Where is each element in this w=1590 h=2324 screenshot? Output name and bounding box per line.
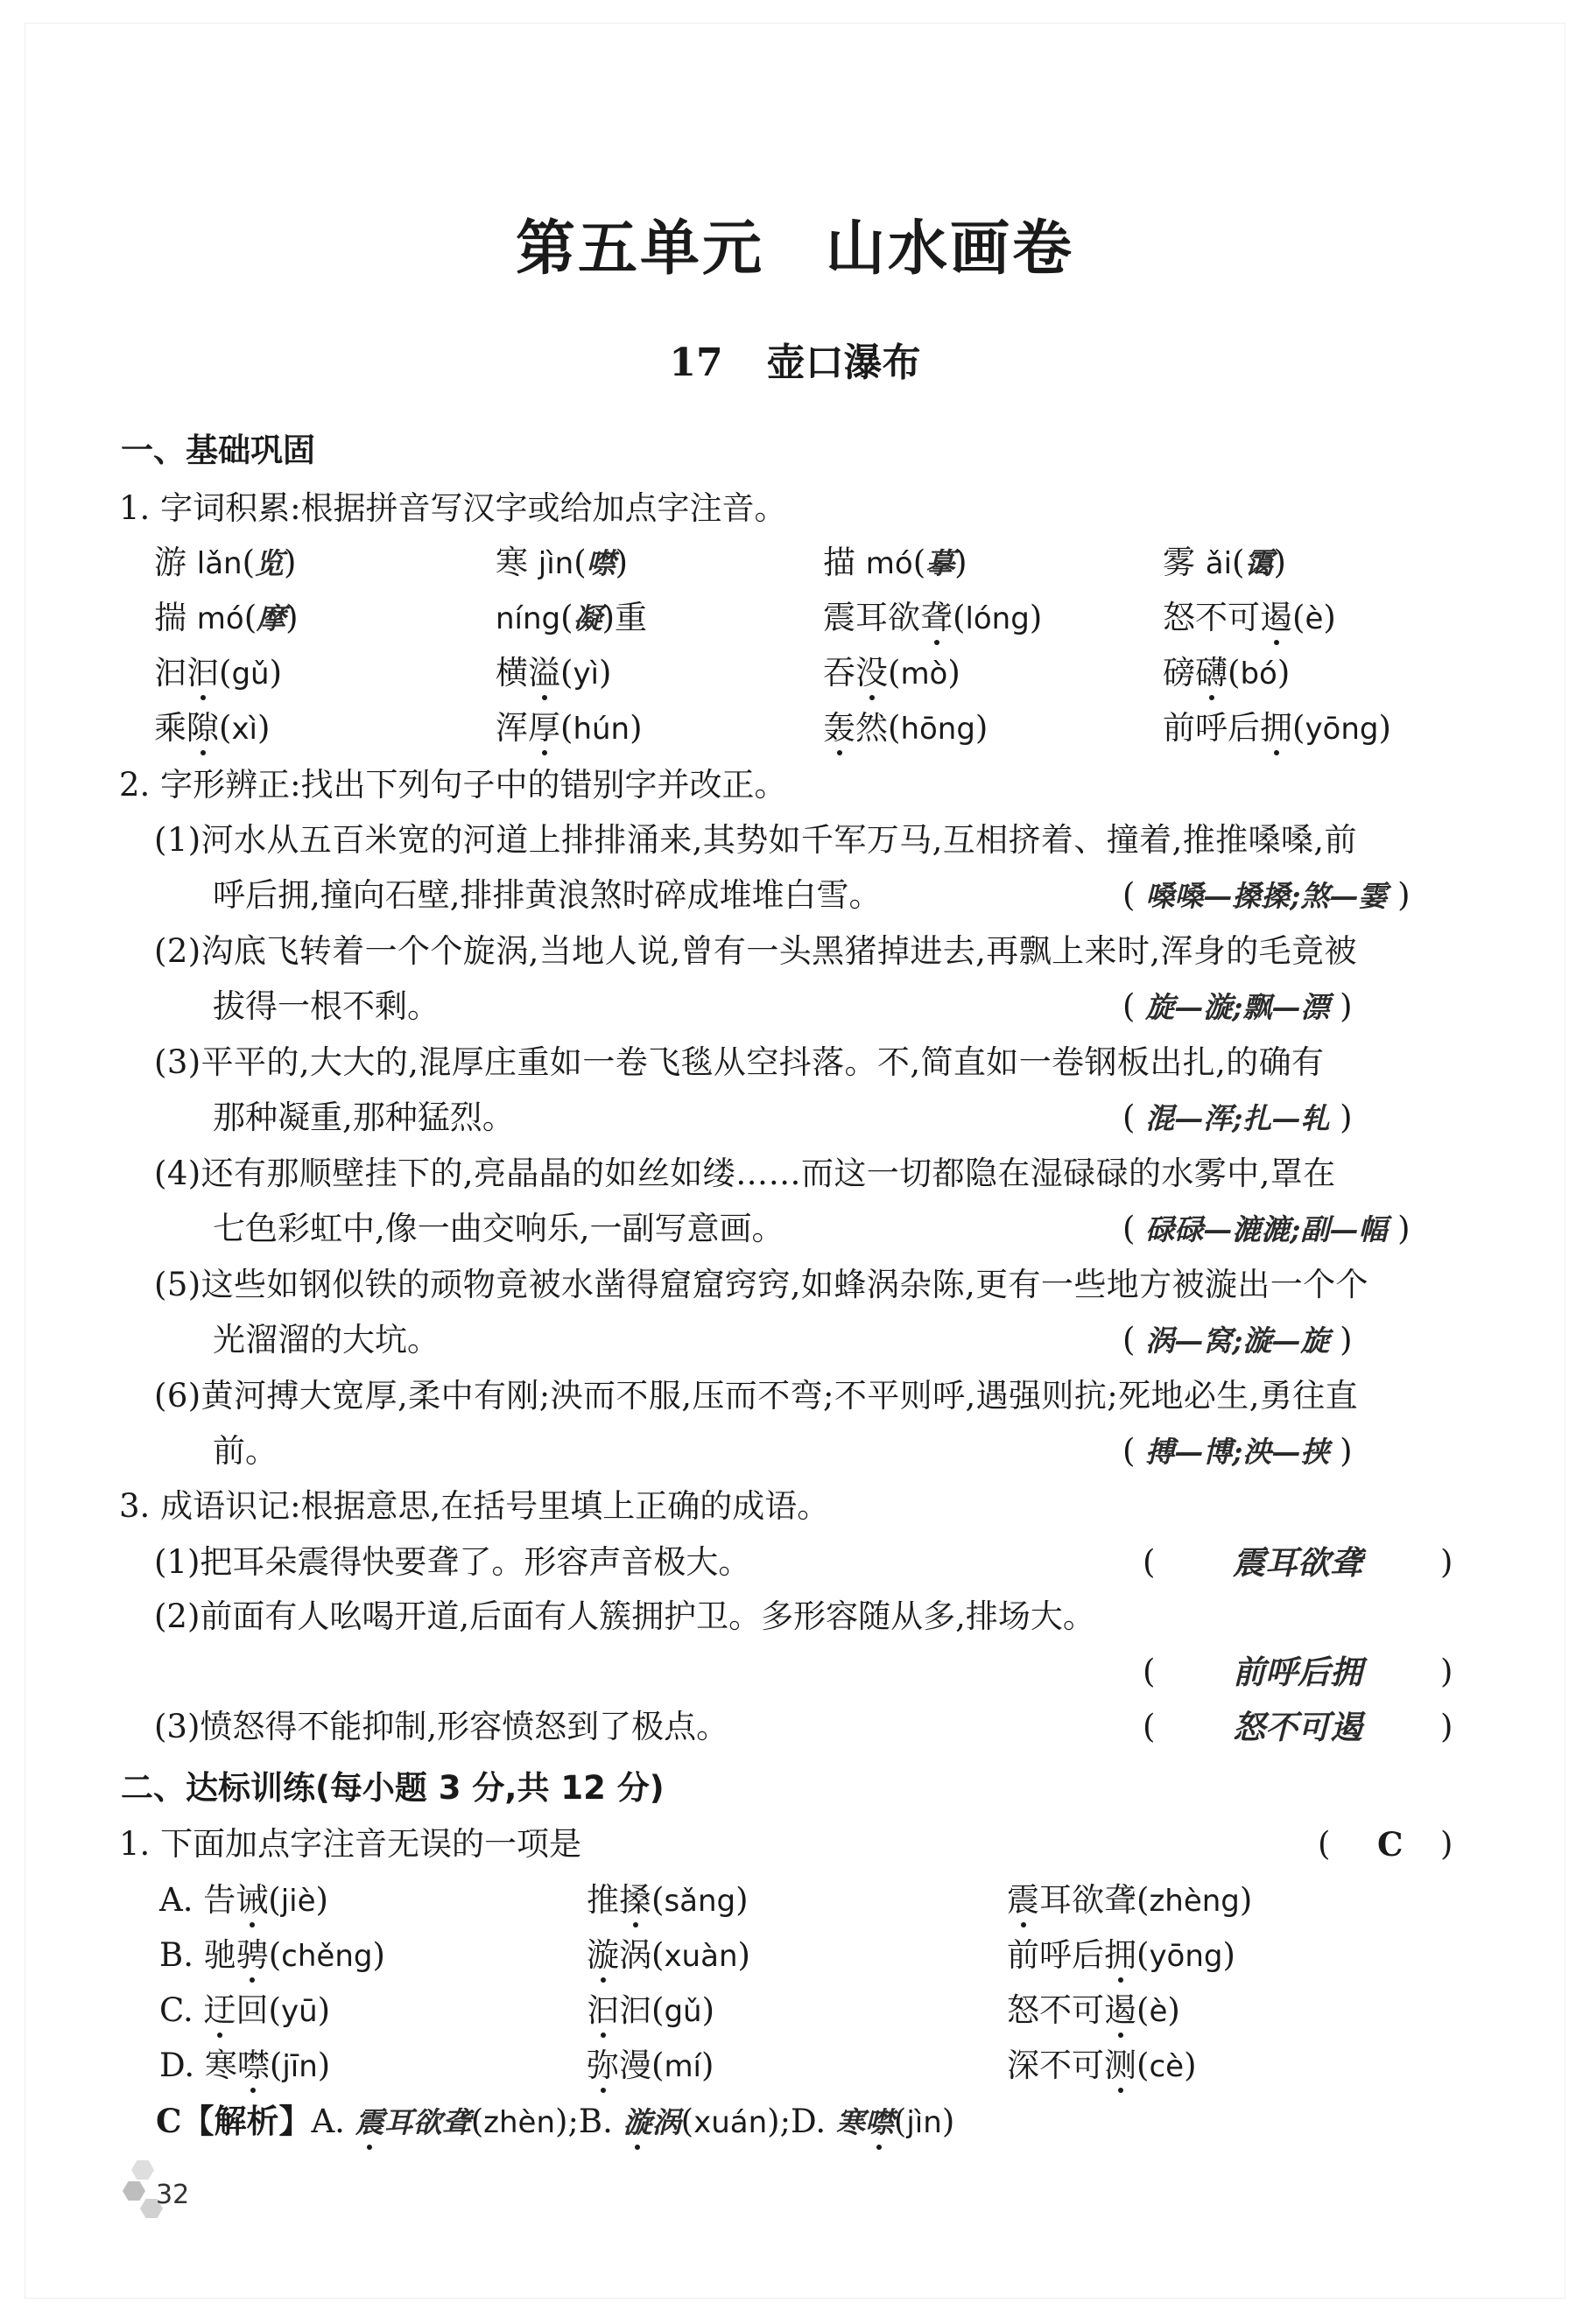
paren: ( bbox=[1136, 1936, 1150, 1974]
unit-title-name: 山水画卷 bbox=[826, 214, 1075, 284]
paren: ) bbox=[701, 2047, 714, 2084]
word-char: 回 bbox=[236, 1991, 269, 2029]
paren: ) bbox=[1387, 1210, 1411, 1247]
paren: ) bbox=[555, 2103, 568, 2140]
word-item bbox=[1163, 706, 1391, 751]
analysis-char: 寒 bbox=[835, 2105, 865, 2139]
paren: ( bbox=[560, 599, 573, 636]
lesson-number: 17 bbox=[669, 341, 723, 385]
analysis-label: B. bbox=[578, 2103, 623, 2140]
paren: ( bbox=[268, 1881, 281, 1919]
word-item bbox=[496, 596, 647, 641]
word-item bbox=[154, 651, 282, 696]
paren: ) bbox=[317, 1991, 331, 2029]
dotted-char: 测 bbox=[1104, 2044, 1136, 2088]
word-item bbox=[823, 596, 1042, 641]
word-pinyin: ǎi bbox=[1205, 546, 1233, 581]
word-char: 震耳欲 bbox=[823, 599, 920, 636]
option-item bbox=[159, 1934, 385, 1978]
mc-answer-bracket-close: ) bbox=[1440, 1825, 1453, 1863]
word-char: 前呼后 bbox=[1163, 709, 1260, 747]
paren: ) bbox=[285, 599, 299, 636]
dotted-char: 搡 bbox=[619, 1878, 651, 1922]
word-char: 涡 bbox=[619, 1936, 651, 1974]
analysis-tag: C【解析】 bbox=[156, 2102, 312, 2140]
q2-item-line1: (2)沟底飞转着一个个旋涡,当地人说,曾有一头黑猪掉进去,再飘上来时,浑身的毛竟被 bbox=[154, 932, 1357, 970]
paren: ( bbox=[268, 1991, 281, 2029]
paren: ) bbox=[1378, 709, 1391, 747]
q2-item-line2: 前。 bbox=[213, 1432, 278, 1470]
option-item bbox=[159, 2044, 330, 2089]
word-item bbox=[1163, 541, 1286, 586]
paren: ) bbox=[630, 709, 643, 747]
answer-pinyin: bó bbox=[1240, 656, 1277, 692]
word-item bbox=[1163, 596, 1336, 641]
q2-item-line1: (4)还有那顺壁挂下的,亮晶晶的如丝如缕……而这一切都隐在湿碌碌的水雾中,罩在 bbox=[154, 1155, 1336, 1192]
paren: ) bbox=[615, 544, 629, 581]
correction: 碌碌—漉漉;副—幅 bbox=[1145, 1212, 1388, 1246]
paren: ) bbox=[1387, 876, 1411, 914]
word-item bbox=[823, 706, 988, 751]
word-char: 驰 bbox=[203, 1936, 236, 1974]
dotted-char: 礴 bbox=[1195, 651, 1228, 695]
mc-answer: C bbox=[1377, 1825, 1404, 1864]
paren: ) bbox=[269, 654, 283, 692]
paren: ) bbox=[735, 1881, 749, 1919]
paren: ( bbox=[1228, 654, 1241, 692]
dotted-char: 厚 bbox=[528, 706, 560, 750]
q3-item: (2)前面有人吆喝开道,后面有人簇拥护卫。多形容随从多,排场大。 bbox=[154, 1597, 1095, 1635]
separator: ; bbox=[779, 2103, 791, 2140]
analysis-label: D. bbox=[791, 2103, 836, 2140]
q3-answer: 震耳欲聋 bbox=[1233, 1543, 1362, 1582]
q3-answer: 前呼后拥 bbox=[1233, 1653, 1362, 1691]
dotted-char: 诫 bbox=[236, 1878, 268, 1922]
paren: ( bbox=[680, 2103, 694, 2140]
word-char: 深不可 bbox=[1007, 2047, 1104, 2084]
dotted-char: 聋 bbox=[920, 596, 953, 640]
word-pinyin: mó bbox=[196, 601, 244, 636]
answer-char: 凝 bbox=[573, 601, 602, 635]
paren: ( bbox=[1292, 599, 1305, 636]
word-item bbox=[496, 651, 611, 696]
option-pinyin: chěng bbox=[281, 1939, 373, 1974]
paren: ) bbox=[1329, 1432, 1353, 1470]
paren: ) bbox=[284, 544, 297, 581]
paren: ) bbox=[317, 2047, 331, 2084]
dotted-char: 骋 bbox=[236, 1934, 269, 1977]
word-char: 汩 bbox=[154, 654, 186, 692]
answer-pinyin: yōng bbox=[1305, 712, 1379, 747]
paren: ( bbox=[953, 599, 966, 636]
lesson-title bbox=[0, 331, 1590, 387]
option-pinyin: gǔ bbox=[664, 1994, 702, 2029]
correction: 涡—窝;漩—旋 bbox=[1145, 1323, 1330, 1358]
paren: ( bbox=[651, 2047, 665, 2084]
paren: ) bbox=[599, 654, 612, 692]
word-item bbox=[154, 596, 299, 641]
section-2-heading: 二、达标训练(每小题 3 分,共 12 分) bbox=[121, 1769, 665, 1807]
paren: ( bbox=[912, 544, 926, 581]
paren: ( bbox=[651, 1936, 665, 1974]
paren: ) bbox=[372, 1936, 385, 1974]
word-item bbox=[1163, 651, 1290, 696]
option-item bbox=[159, 1989, 330, 2033]
answer-char: 霭 bbox=[1244, 546, 1274, 580]
option-pinyin: jiè bbox=[280, 1884, 316, 1919]
paren: ( bbox=[1232, 544, 1245, 581]
paren: ( bbox=[888, 654, 901, 692]
q3-item: (1)把耳朵震得快要聋了。形容声音极大。 bbox=[154, 1543, 751, 1581]
answer-char: 噤 bbox=[586, 546, 616, 580]
paren: ( bbox=[219, 654, 232, 692]
separator: ; bbox=[567, 2103, 579, 2140]
q3-bracket-close: ) bbox=[1440, 1653, 1453, 1690]
word-char: 怒不可 bbox=[1163, 599, 1260, 636]
option-label: B. bbox=[159, 1936, 204, 1974]
mc-stem: 1. 下面加点字注音无误的一项是 bbox=[119, 1825, 582, 1863]
word-pinyin: jìn bbox=[538, 546, 574, 581]
paren: ( bbox=[1292, 709, 1305, 747]
paren: ) bbox=[767, 2103, 780, 2140]
analysis-dotted-char: 漩 bbox=[623, 2101, 652, 2145]
q2-answer bbox=[1122, 1429, 1353, 1474]
word-char: 磅 bbox=[1163, 654, 1195, 692]
paren: ( bbox=[268, 1936, 282, 1974]
q2-item-line2: 七色彩虹中,像一曲交响乐,一副写意画。 bbox=[213, 1210, 784, 1247]
word-char: 游 bbox=[154, 544, 197, 581]
paren: ) bbox=[1167, 1991, 1180, 2029]
answer-pinyin: yì bbox=[573, 656, 600, 692]
paren: ( bbox=[1136, 2047, 1150, 2084]
word-item bbox=[496, 706, 643, 751]
paren: ) bbox=[1239, 1881, 1253, 1919]
paren: ( bbox=[1122, 1432, 1146, 1470]
q1-stem: 1. 字词积累:根据拼音写汉字或给加点字注音。 bbox=[119, 489, 787, 527]
word-char: 寒 bbox=[496, 544, 538, 581]
paren: ( bbox=[1122, 987, 1146, 1025]
answer-pinyin: hún bbox=[573, 712, 630, 747]
word-item bbox=[496, 541, 628, 586]
unit-title-number: 第五单元 bbox=[515, 214, 764, 284]
correction: 混—浑;扎—轧 bbox=[1145, 1101, 1330, 1135]
option-label: A. bbox=[159, 1881, 204, 1919]
dotted-char: 遏 bbox=[1104, 1989, 1136, 2033]
option-item bbox=[587, 1878, 749, 1923]
paren: ( bbox=[651, 1881, 665, 1919]
q3-item: (3)愤怒得不能抑制,形容愤怒到了极点。 bbox=[154, 1708, 729, 1745]
dotted-char: 漩 bbox=[587, 1934, 619, 1977]
dotted-char: 汩 bbox=[186, 651, 219, 695]
analysis-pinyin: zhèn bbox=[483, 2105, 556, 2140]
q2-answer bbox=[1122, 874, 1411, 918]
correction: 搏—博;泱—挟 bbox=[1145, 1435, 1330, 1469]
answer-pinyin: gǔ bbox=[231, 656, 270, 692]
q2-item-line1: (1)河水从五百米宽的河道上排排涌来,其势如千军万马,互相挤着、撞着,推推嗓嗓,前 bbox=[154, 821, 1357, 859]
unit-title bbox=[0, 201, 1590, 286]
word-char: 然 bbox=[855, 709, 888, 747]
paren: ) bbox=[1029, 599, 1043, 636]
word-char: 寒 bbox=[204, 2047, 237, 2084]
answer-char: 览 bbox=[255, 546, 285, 580]
word-pinyin: níng bbox=[496, 601, 561, 636]
q2-item-line1: (3)平平的,大大的,混厚庄重如一卷飞毯从空抖落。不,简直如一卷钢板出扎,的确有 bbox=[154, 1043, 1325, 1081]
q3-bracket-open: ( bbox=[1143, 1708, 1156, 1745]
analysis-pinyin: jìn bbox=[906, 2105, 942, 2140]
word-char: 怒不可 bbox=[1007, 1991, 1104, 2029]
option-label: D. bbox=[159, 2047, 205, 2084]
correction: 嗓嗓—搡搡;煞—霎 bbox=[1145, 879, 1388, 913]
dotted-char: 汩 bbox=[587, 1989, 619, 2033]
option-item bbox=[1007, 1934, 1235, 1978]
paren: ) bbox=[974, 709, 988, 747]
option-pinyin: è bbox=[1149, 1994, 1168, 2029]
option-pinyin: zhèng bbox=[1149, 1884, 1240, 1919]
paren: ( bbox=[243, 599, 257, 636]
section-1-heading: 一、基础巩固 bbox=[121, 432, 315, 469]
paren: ) bbox=[1277, 654, 1291, 692]
answer-pinyin: hōng bbox=[900, 712, 975, 747]
option-item bbox=[1007, 1878, 1252, 1923]
q3-bracket-close: ) bbox=[1440, 1708, 1453, 1745]
word-char: 告 bbox=[203, 1881, 236, 1919]
q2-answer bbox=[1122, 985, 1353, 1029]
paren: ( bbox=[1122, 1210, 1146, 1247]
q2-answer bbox=[1122, 1096, 1353, 1141]
answer-pinyin: mò bbox=[900, 656, 948, 692]
q3-bracket-open: ( bbox=[1143, 1653, 1156, 1690]
paren: ( bbox=[470, 2103, 484, 2140]
word-char: 吞 bbox=[823, 654, 855, 692]
dotted-char: 隙 bbox=[186, 706, 219, 750]
analysis-line bbox=[156, 2099, 954, 2145]
q2-item-line1: (5)这些如钢似铁的顽物竟被水凿得窟窟窍窍,如蜂涡杂陈,更有一些地方被漩出一个个 bbox=[154, 1266, 1368, 1303]
paren: ) bbox=[602, 599, 616, 636]
paren: ( bbox=[560, 709, 573, 747]
q2-answer bbox=[1122, 1318, 1353, 1363]
paren: ( bbox=[1136, 1991, 1150, 2029]
option-pinyin: sǎng bbox=[664, 1884, 736, 1919]
word-char: 描 bbox=[823, 544, 866, 581]
option-label: C. bbox=[159, 1991, 204, 2029]
option-item bbox=[1007, 1989, 1180, 2033]
option-pinyin: xuàn bbox=[664, 1939, 738, 1974]
option-item bbox=[587, 1989, 714, 2033]
word-char: 耳欲聋 bbox=[1039, 1881, 1136, 1919]
analysis-label: A. bbox=[311, 2103, 355, 2140]
mc-answer-bracket: ( bbox=[1318, 1825, 1331, 1863]
q2-item-line1: (6)黄河搏大宽厚,柔中有刚;泱而不服,压而不弯;不平则呼,遇强则抗;死地必生,勇往直 bbox=[154, 1377, 1359, 1415]
word-char: 雾 bbox=[1163, 544, 1206, 581]
q3-bracket-open: ( bbox=[1143, 1543, 1156, 1581]
paren: ) bbox=[954, 544, 967, 581]
paren: ( bbox=[1122, 876, 1146, 914]
paren: ( bbox=[269, 2047, 283, 2084]
paren: ) bbox=[1329, 1099, 1353, 1136]
dotted-char: 拥 bbox=[1260, 706, 1292, 750]
option-item bbox=[1007, 2044, 1197, 2089]
paren: ) bbox=[1323, 599, 1336, 636]
dotted-char: 没 bbox=[855, 651, 888, 695]
paren: ( bbox=[1122, 1321, 1146, 1359]
word-item bbox=[154, 706, 270, 751]
paren: ) bbox=[1273, 544, 1286, 581]
q2-stem: 2. 字形辨正:找出下列句子中的错别字并改正。 bbox=[119, 766, 787, 804]
paren: ) bbox=[701, 1991, 715, 2029]
option-pinyin: jīn bbox=[282, 2049, 318, 2084]
paren: ) bbox=[1184, 2047, 1197, 2084]
dotted-char: 遏 bbox=[1260, 596, 1292, 640]
paren: ( bbox=[242, 544, 256, 581]
answer-pinyin: è bbox=[1305, 601, 1324, 636]
word-char: 汩 bbox=[619, 1991, 651, 2029]
paren: ( bbox=[1136, 1881, 1150, 1919]
paren: ( bbox=[573, 544, 587, 581]
word-char: 乘 bbox=[154, 709, 186, 747]
word-char: 前呼后 bbox=[1007, 1936, 1104, 1974]
word-char: 揣 bbox=[154, 599, 197, 636]
dotted-char: 弥 bbox=[587, 2044, 619, 2088]
option-item bbox=[159, 1878, 328, 1923]
paren: ( bbox=[651, 1991, 665, 2029]
paren: ( bbox=[219, 709, 232, 747]
option-pinyin: mí bbox=[664, 2049, 702, 2084]
word-char: 横 bbox=[496, 654, 528, 692]
q2-item-line2: 光溜溜的大坑。 bbox=[213, 1321, 440, 1359]
option-pinyin: yū bbox=[280, 1994, 318, 2029]
page-number: 32 bbox=[156, 2180, 190, 2210]
option-item bbox=[587, 2044, 714, 2089]
word-item bbox=[154, 541, 296, 586]
correction: 旋—漩;飘—漂 bbox=[1145, 990, 1330, 1024]
paren: ) bbox=[1329, 987, 1353, 1025]
q2-answer bbox=[1122, 1207, 1411, 1252]
analysis-pinyin: xuán bbox=[693, 2105, 768, 2140]
paren: ( bbox=[888, 709, 901, 747]
answer-pinyin: lóng bbox=[965, 601, 1030, 636]
lesson-name: 壶口瀑布 bbox=[766, 341, 921, 385]
word-char: 推 bbox=[587, 1881, 619, 1919]
word-char: 漫 bbox=[619, 2047, 651, 2084]
q3-bracket-close: ) bbox=[1440, 1543, 1453, 1581]
answer-char: 摩 bbox=[257, 601, 286, 635]
dotted-char: 拥 bbox=[1104, 1934, 1136, 1977]
answer-char: 摹 bbox=[925, 546, 955, 580]
paren: ) bbox=[1329, 1321, 1353, 1359]
answer-pinyin: xì bbox=[231, 712, 258, 747]
word-char: 浑 bbox=[496, 709, 528, 747]
word-item bbox=[823, 541, 967, 586]
q2-item-line2: 呼后拥,撞向石壁,排排黄浪煞时碎成堆堆白雪。 bbox=[213, 876, 882, 914]
word-pinyin: mó bbox=[865, 546, 913, 581]
dotted-char: 噤 bbox=[237, 2044, 270, 2088]
dotted-char: 迂 bbox=[204, 1989, 236, 2033]
paren: ) bbox=[315, 1881, 328, 1919]
q3-answer: 怒不可遏 bbox=[1233, 1708, 1362, 1746]
word-char: 重 bbox=[615, 599, 648, 636]
analysis-char: 涡 bbox=[651, 2105, 681, 2139]
word-item bbox=[823, 651, 960, 696]
analysis-char: 耳欲聋 bbox=[383, 2105, 471, 2139]
option-pinyin: yōng bbox=[1149, 1939, 1223, 1974]
paren: ( bbox=[1122, 1099, 1146, 1136]
dotted-char: 震 bbox=[1007, 1878, 1039, 1922]
option-item bbox=[587, 1934, 750, 1978]
paren: ) bbox=[941, 2103, 955, 2140]
paren: ( bbox=[893, 2103, 907, 2140]
dotted-char: 溢 bbox=[528, 651, 560, 695]
paren: ) bbox=[947, 654, 960, 692]
word-pinyin: lǎn bbox=[196, 546, 243, 581]
option-pinyin: cè bbox=[1149, 2049, 1185, 2084]
analysis-dotted-char: 震 bbox=[355, 2101, 384, 2145]
paren: ) bbox=[1222, 1936, 1235, 1974]
q2-item-line2: 拔得一根不剩。 bbox=[213, 987, 440, 1025]
paren: ) bbox=[737, 1936, 750, 1974]
paren: ) bbox=[257, 709, 271, 747]
analysis-dotted-char: 噤 bbox=[865, 2101, 894, 2145]
paren: ( bbox=[560, 654, 573, 692]
q2-item-line2: 那种凝重,那种猛烈。 bbox=[213, 1099, 515, 1136]
q3-stem: 3. 成语识记:根据意思,在括号里填上正确的成语。 bbox=[119, 1487, 830, 1525]
dotted-char: 轰 bbox=[823, 706, 855, 750]
